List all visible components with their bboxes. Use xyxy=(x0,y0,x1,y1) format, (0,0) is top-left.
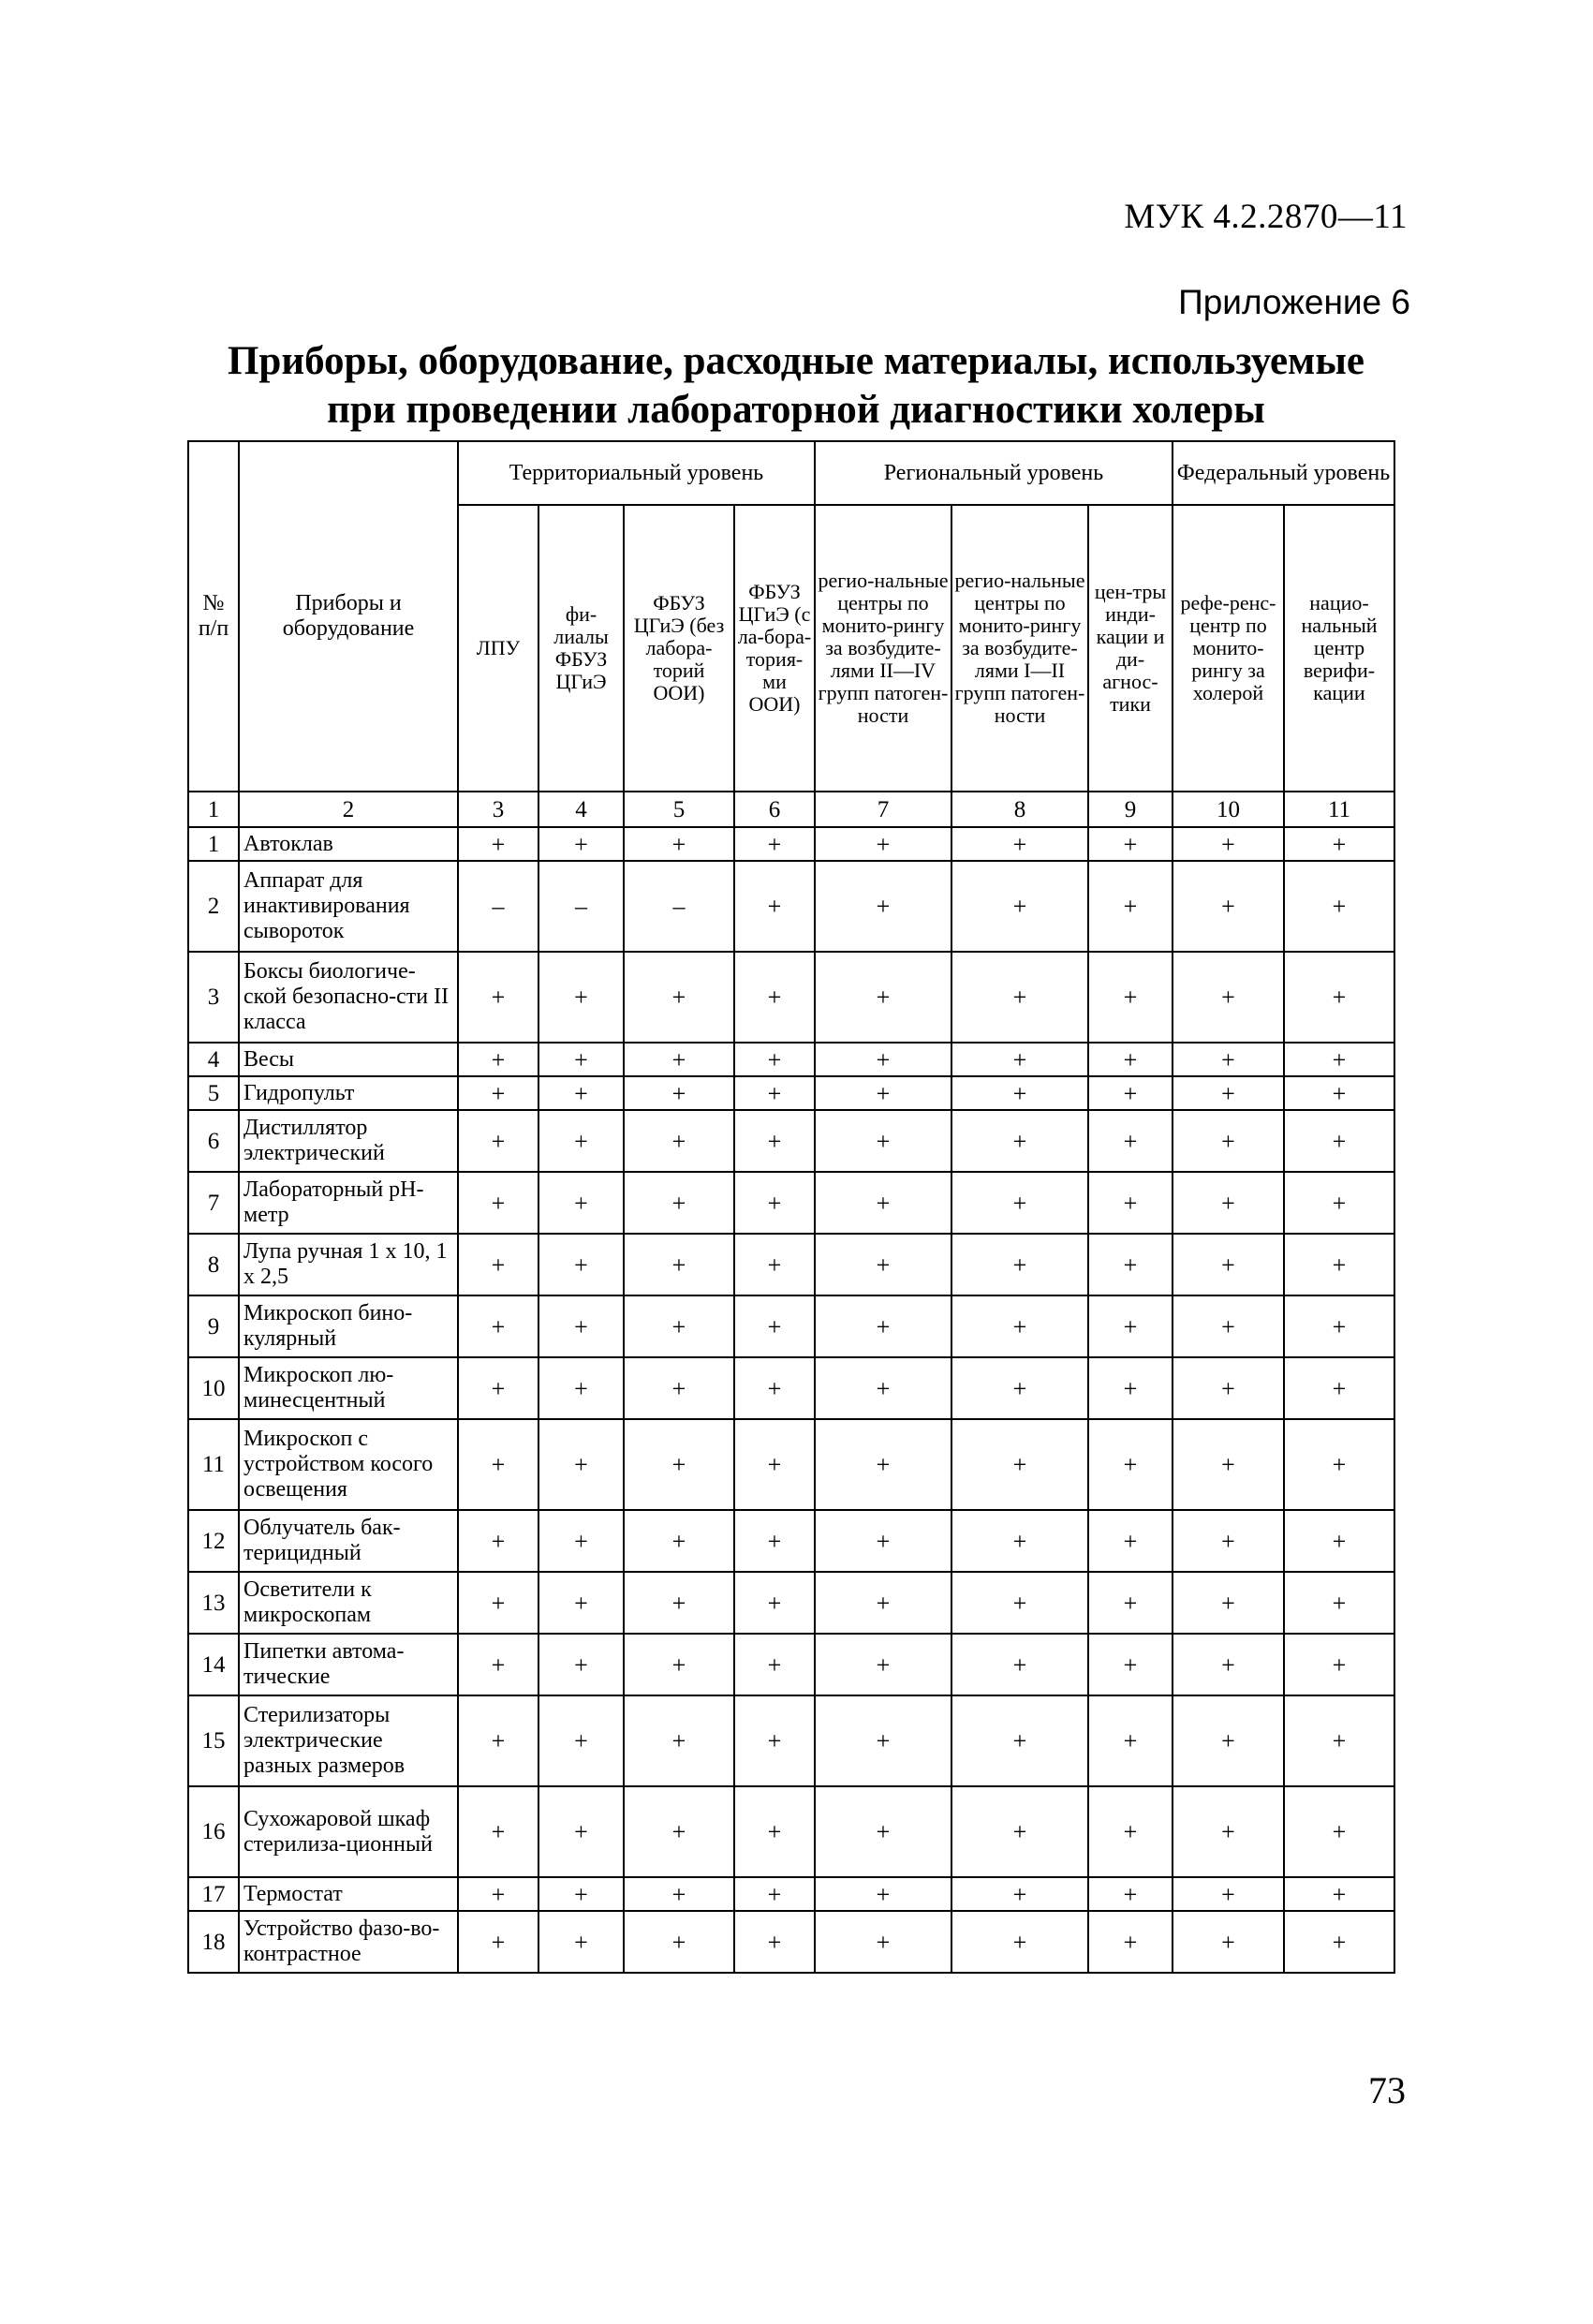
table-row xyxy=(188,1076,1394,1110)
availability-mark: + xyxy=(458,1572,538,1634)
availability-mark: + xyxy=(1284,1043,1394,1076)
availability-mark: + xyxy=(624,1234,734,1295)
row-number: 13 xyxy=(188,1572,239,1634)
availability-mark: + xyxy=(624,1110,734,1172)
column-number: 11 xyxy=(1284,792,1394,827)
row-number: 9 xyxy=(188,1295,239,1357)
availability-mark: + xyxy=(1173,1695,1284,1786)
availability-mark: + xyxy=(815,1911,951,1973)
availability-mark: + xyxy=(1088,1234,1173,1295)
availability-mark: + xyxy=(538,1695,624,1786)
availability-mark: + xyxy=(734,1234,815,1295)
availability-mark: + xyxy=(951,1695,1088,1786)
availability-mark: + xyxy=(1173,827,1284,861)
availability-mark: + xyxy=(815,1572,951,1634)
subheader-indication-centers: цен-тры инди-кации и ди-агнос-тики xyxy=(1088,505,1173,792)
availability-mark: + xyxy=(815,1172,951,1234)
availability-mark: + xyxy=(734,1877,815,1911)
availability-mark: + xyxy=(1173,1357,1284,1419)
availability-mark: + xyxy=(951,952,1088,1043)
availability-mark: + xyxy=(1284,1634,1394,1695)
availability-mark: + xyxy=(951,861,1088,952)
row-number: 15 xyxy=(188,1695,239,1786)
availability-mark: + xyxy=(1284,1172,1394,1234)
equipment-name: Устройство фазо-во-контрастное xyxy=(239,1911,458,1973)
availability-mark: + xyxy=(1284,1076,1394,1110)
availability-mark: + xyxy=(538,1510,624,1572)
table-row xyxy=(188,1357,1394,1419)
availability-mark: + xyxy=(624,1911,734,1973)
table-row xyxy=(188,1911,1394,1973)
appendix-label: Приложение 6 xyxy=(1178,283,1410,321)
equipment-name: Боксы биологиче-ской безопасно-сти II класса xyxy=(239,952,458,1043)
availability-mark: + xyxy=(1088,1295,1173,1357)
availability-mark: + xyxy=(458,1695,538,1786)
subheader-fbuz-no-lab: ФБУЗ ЦГиЭ (без лабора-торий ООИ) xyxy=(624,505,734,792)
availability-mark: + xyxy=(538,1234,624,1295)
availability-mark: + xyxy=(734,1295,815,1357)
availability-mark: + xyxy=(1173,1043,1284,1076)
availability-mark: + xyxy=(1284,827,1394,861)
availability-mark: + xyxy=(815,1076,951,1110)
availability-mark: + xyxy=(734,1076,815,1110)
availability-mark: + xyxy=(624,827,734,861)
availability-mark: + xyxy=(951,1510,1088,1572)
availability-mark: + xyxy=(1088,1911,1173,1973)
column-number: 6 xyxy=(734,792,815,827)
column-number: 7 xyxy=(815,792,951,827)
table-row xyxy=(188,1877,1394,1911)
equipment-name: Микроскоп бино-кулярный xyxy=(239,1295,458,1357)
equipment-table-container xyxy=(187,440,1395,1974)
availability-mark: + xyxy=(815,827,951,861)
availability-mark: + xyxy=(458,1172,538,1234)
table-row xyxy=(188,1295,1394,1357)
row-number: 10 xyxy=(188,1357,239,1419)
availability-mark: + xyxy=(458,1110,538,1172)
group-header-row xyxy=(188,441,1394,505)
availability-mark: + xyxy=(538,1419,624,1510)
row-number: 1 xyxy=(188,827,239,861)
availability-mark: + xyxy=(458,1076,538,1110)
availability-mark: + xyxy=(734,1043,815,1076)
availability-mark: + xyxy=(951,1076,1088,1110)
availability-mark: + xyxy=(538,952,624,1043)
availability-mark: + xyxy=(815,1234,951,1295)
availability-mark: + xyxy=(538,1295,624,1357)
availability-mark: + xyxy=(815,1357,951,1419)
availability-mark: + xyxy=(951,1357,1088,1419)
row-number: 17 xyxy=(188,1877,239,1911)
group-header-territorial: Территориальный уровень xyxy=(458,441,815,505)
availability-mark: + xyxy=(624,1510,734,1572)
table-row xyxy=(188,1510,1394,1572)
availability-mark: + xyxy=(458,1786,538,1877)
availability-mark: + xyxy=(734,1357,815,1419)
availability-mark: + xyxy=(624,1695,734,1786)
availability-mark: + xyxy=(1173,1234,1284,1295)
availability-mark: + xyxy=(624,1172,734,1234)
availability-mark: + xyxy=(1088,1419,1173,1510)
availability-mark: + xyxy=(1173,1911,1284,1973)
availability-mark: + xyxy=(815,1419,951,1510)
title-line-2: при проведении лабораторной диагностики холеры xyxy=(327,388,1265,432)
page-number: 73 xyxy=(1368,2069,1406,2111)
row-number: 8 xyxy=(188,1234,239,1295)
availability-mark: + xyxy=(624,1043,734,1076)
availability-mark: + xyxy=(815,1295,951,1357)
availability-mark: + xyxy=(458,952,538,1043)
availability-mark: + xyxy=(458,1043,538,1076)
availability-mark: + xyxy=(1284,1877,1394,1911)
table-row xyxy=(188,1110,1394,1172)
availability-mark: + xyxy=(734,1110,815,1172)
equipment-name: Лупа ручная 1 х 10, 1 х 2,5 xyxy=(239,1234,458,1295)
availability-mark: + xyxy=(458,827,538,861)
availability-mark: + xyxy=(1173,1510,1284,1572)
equipment-name: Микроскоп с устройством косого освещения xyxy=(239,1419,458,1510)
availability-mark: + xyxy=(1088,1043,1173,1076)
availability-mark: + xyxy=(538,1172,624,1234)
availability-mark: + xyxy=(815,1634,951,1695)
availability-mark: + xyxy=(1173,1295,1284,1357)
availability-mark: + xyxy=(624,1419,734,1510)
column-number: 10 xyxy=(1173,792,1284,827)
table-row xyxy=(188,1695,1394,1786)
availability-mark: + xyxy=(1088,1572,1173,1634)
column-number: 2 xyxy=(239,792,458,827)
equipment-name: Микроскоп лю-минесцентный xyxy=(239,1357,458,1419)
availability-mark: + xyxy=(951,827,1088,861)
availability-mark: + xyxy=(1173,1076,1284,1110)
availability-mark: + xyxy=(951,1043,1088,1076)
table-row xyxy=(188,827,1394,861)
availability-mark: + xyxy=(734,1510,815,1572)
availability-mark: + xyxy=(734,952,815,1043)
table-row xyxy=(188,1419,1394,1510)
availability-mark: + xyxy=(951,1172,1088,1234)
availability-mark: + xyxy=(538,1110,624,1172)
availability-mark: + xyxy=(1088,1172,1173,1234)
availability-mark: + xyxy=(734,1419,815,1510)
availability-mark: + xyxy=(734,1786,815,1877)
availability-mark: – xyxy=(458,861,538,952)
availability-mark: + xyxy=(1173,1634,1284,1695)
availability-mark: + xyxy=(538,1911,624,1973)
availability-mark: + xyxy=(1088,1786,1173,1877)
equipment-name: Лабораторный рН-метр xyxy=(239,1172,458,1234)
availability-mark: + xyxy=(624,1786,734,1877)
availability-mark: + xyxy=(624,952,734,1043)
availability-mark: + xyxy=(624,1076,734,1110)
availability-mark: + xyxy=(951,1234,1088,1295)
column-number-row xyxy=(188,792,1394,827)
availability-mark: + xyxy=(538,1877,624,1911)
availability-mark: + xyxy=(1173,952,1284,1043)
availability-mark: + xyxy=(1088,952,1173,1043)
table-row xyxy=(188,1043,1394,1076)
equipment-name: Весы xyxy=(239,1043,458,1076)
equipment-name: Облучатель бак-терицидный xyxy=(239,1510,458,1572)
column-number: 4 xyxy=(538,792,624,827)
column-number: 9 xyxy=(1088,792,1173,827)
title-line-1: Приборы, оборудование, расходные материалы, используемые xyxy=(227,339,1365,383)
availability-mark: + xyxy=(624,1572,734,1634)
availability-mark: + xyxy=(815,1110,951,1172)
availability-mark: + xyxy=(458,1234,538,1295)
availability-mark: + xyxy=(951,1419,1088,1510)
subheader-national-center: нацио-нальный центр верифи-кации xyxy=(1284,505,1394,792)
table-row xyxy=(188,861,1394,952)
row-number: 2 xyxy=(188,861,239,952)
availability-mark: + xyxy=(1088,1510,1173,1572)
table-body xyxy=(188,827,1394,1973)
availability-mark: + xyxy=(1173,1572,1284,1634)
subheader-regional-i-ii: регио-нальные центры по монито-рингу за возбудите-лями I—II групп патоген-ности xyxy=(951,505,1088,792)
availability-mark: + xyxy=(951,1877,1088,1911)
subheader-reference-center: рефе-ренс-центр по монито-рингу за холерой xyxy=(1173,505,1284,792)
availability-mark: + xyxy=(458,1510,538,1572)
availability-mark: – xyxy=(538,861,624,952)
availability-mark: + xyxy=(815,861,951,952)
page-title xyxy=(187,337,1405,435)
availability-mark: + xyxy=(815,1043,951,1076)
equipment-name: Дистиллятор электрический xyxy=(239,1110,458,1172)
subheader-branches: фи-лиалы ФБУЗ ЦГиЭ xyxy=(538,505,624,792)
availability-mark: + xyxy=(458,1357,538,1419)
availability-mark: + xyxy=(1284,1295,1394,1357)
table-row xyxy=(188,1634,1394,1695)
availability-mark: + xyxy=(1284,1911,1394,1973)
availability-mark: + xyxy=(538,1076,624,1110)
availability-mark: + xyxy=(734,827,815,861)
availability-mark: + xyxy=(1284,1234,1394,1295)
availability-mark: + xyxy=(624,1357,734,1419)
availability-mark: + xyxy=(538,1572,624,1634)
row-number: 14 xyxy=(188,1634,239,1695)
availability-mark: + xyxy=(538,1786,624,1877)
availability-mark: + xyxy=(1173,1172,1284,1234)
subheader-lpu: ЛПУ xyxy=(458,505,538,792)
availability-mark: + xyxy=(734,1911,815,1973)
availability-mark: + xyxy=(951,1911,1088,1973)
availability-mark: + xyxy=(1284,1510,1394,1572)
availability-mark: + xyxy=(458,1877,538,1911)
table-row xyxy=(188,1172,1394,1234)
availability-mark: + xyxy=(734,1634,815,1695)
subheader-fbuz-with-lab: ФБУЗ ЦГиЭ (с ла-бора-тория-ми ООИ) xyxy=(734,505,815,792)
availability-mark: + xyxy=(815,1695,951,1786)
availability-mark: + xyxy=(1088,1695,1173,1786)
availability-mark: + xyxy=(951,1572,1088,1634)
column-number: 5 xyxy=(624,792,734,827)
availability-mark: – xyxy=(624,861,734,952)
availability-mark: + xyxy=(1088,1357,1173,1419)
availability-mark: + xyxy=(458,1419,538,1510)
equipment-name: Стерилизаторы электрические разных размеров xyxy=(239,1695,458,1786)
availability-mark: + xyxy=(815,1877,951,1911)
equipment-name: Гидропульт xyxy=(239,1076,458,1110)
availability-mark: + xyxy=(1088,1110,1173,1172)
group-header-federal: Федеральный уровень xyxy=(1173,441,1394,505)
availability-mark: + xyxy=(1088,827,1173,861)
availability-mark: + xyxy=(538,827,624,861)
equipment-name: Термостат xyxy=(239,1877,458,1911)
row-number: 18 xyxy=(188,1911,239,1973)
availability-mark: + xyxy=(458,1295,538,1357)
equipment-name: Пипетки автома-тические xyxy=(239,1634,458,1695)
equipment-table xyxy=(187,440,1395,1974)
col-num-header: № п/п xyxy=(188,441,239,792)
availability-mark: + xyxy=(734,1172,815,1234)
availability-mark: + xyxy=(734,1695,815,1786)
availability-mark: + xyxy=(1284,952,1394,1043)
availability-mark: + xyxy=(1088,1076,1173,1110)
availability-mark: + xyxy=(951,1634,1088,1695)
row-number: 7 xyxy=(188,1172,239,1234)
subheader-regional-ii-iv: регио-нальные центры по монито-рингу за возбудите-лями II—IV групп патоген-ности xyxy=(815,505,951,792)
availability-mark: + xyxy=(1284,1357,1394,1419)
availability-mark: + xyxy=(1173,861,1284,952)
availability-mark: + xyxy=(951,1110,1088,1172)
availability-mark: + xyxy=(1284,1695,1394,1786)
availability-mark: + xyxy=(624,1634,734,1695)
table-row xyxy=(188,1572,1394,1634)
availability-mark: + xyxy=(815,1786,951,1877)
availability-mark: + xyxy=(951,1295,1088,1357)
availability-mark: + xyxy=(1284,861,1394,952)
table-row xyxy=(188,1234,1394,1295)
availability-mark: + xyxy=(1284,1110,1394,1172)
availability-mark: + xyxy=(734,861,815,952)
table-row xyxy=(188,1786,1394,1877)
column-number: 1 xyxy=(188,792,239,827)
availability-mark: + xyxy=(1088,1634,1173,1695)
availability-mark: + xyxy=(1173,1786,1284,1877)
row-number: 16 xyxy=(188,1786,239,1877)
row-number: 3 xyxy=(188,952,239,1043)
column-number: 8 xyxy=(951,792,1088,827)
document-code: МУК 4.2.2870—11 xyxy=(1124,198,1408,236)
availability-mark: + xyxy=(815,1510,951,1572)
row-number: 11 xyxy=(188,1419,239,1510)
availability-mark: + xyxy=(1284,1419,1394,1510)
equipment-name: Аппарат для инактивирования сывороток xyxy=(239,861,458,952)
row-number: 6 xyxy=(188,1110,239,1172)
availability-mark: + xyxy=(815,952,951,1043)
availability-mark: + xyxy=(1173,1419,1284,1510)
equipment-name: Сухожаровой шкаф стерилиза-ционный xyxy=(239,1786,458,1877)
availability-mark: + xyxy=(624,1295,734,1357)
availability-mark: + xyxy=(538,1043,624,1076)
col-name-header: Приборы и оборудование xyxy=(239,441,458,792)
availability-mark: + xyxy=(1173,1877,1284,1911)
availability-mark: + xyxy=(734,1572,815,1634)
availability-mark: + xyxy=(538,1357,624,1419)
availability-mark: + xyxy=(951,1786,1088,1877)
availability-mark: + xyxy=(1284,1786,1394,1877)
availability-mark: + xyxy=(538,1634,624,1695)
row-number: 12 xyxy=(188,1510,239,1572)
availability-mark: + xyxy=(624,1877,734,1911)
row-number: 5 xyxy=(188,1076,239,1110)
column-number: 3 xyxy=(458,792,538,827)
availability-mark: + xyxy=(1173,1110,1284,1172)
group-header-regional: Региональный уровень xyxy=(815,441,1173,505)
equipment-name: Автоклав xyxy=(239,827,458,861)
availability-mark: + xyxy=(1088,861,1173,952)
availability-mark: + xyxy=(1284,1572,1394,1634)
availability-mark: + xyxy=(458,1634,538,1695)
equipment-name: Осветители к микроскопам xyxy=(239,1572,458,1634)
availability-mark: + xyxy=(458,1911,538,1973)
availability-mark: + xyxy=(1088,1877,1173,1911)
table-row xyxy=(188,952,1394,1043)
row-number: 4 xyxy=(188,1043,239,1076)
